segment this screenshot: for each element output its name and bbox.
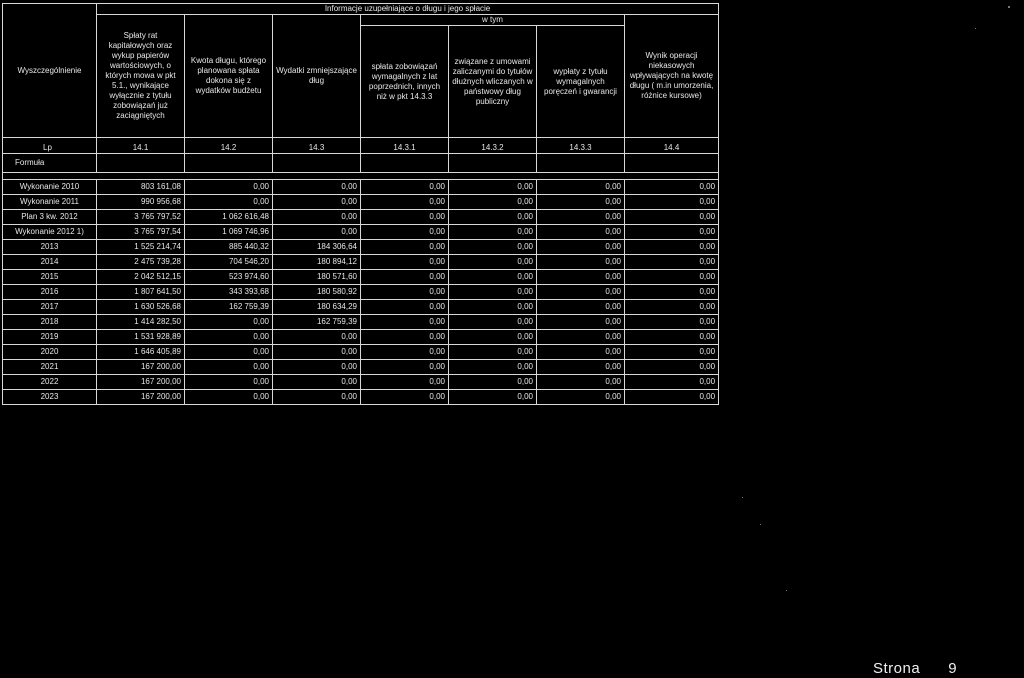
value-cell: 2 042 512,15 bbox=[97, 270, 185, 285]
header-col-14-3-3: wypłaty z tytułu wymagalnych poręczeń i gwarancji bbox=[537, 26, 625, 138]
header-col-14-3-2: związane z umowami zaliczanymi do tytułów dłużnych wliczanych w państwowy dług publiczny bbox=[449, 26, 537, 138]
formula-cell bbox=[185, 154, 273, 173]
value-cell: 0,00 bbox=[537, 195, 625, 210]
value-cell: 0,00 bbox=[185, 390, 273, 405]
row-label: 2018 bbox=[3, 315, 97, 330]
value-cell: 0,00 bbox=[361, 345, 449, 360]
lp-row bbox=[3, 138, 719, 154]
value-cell: 0,00 bbox=[361, 255, 449, 270]
value-cell: 0,00 bbox=[537, 210, 625, 225]
value-cell: 0,00 bbox=[185, 195, 273, 210]
table-row bbox=[3, 255, 719, 270]
table-row bbox=[3, 390, 719, 405]
value-cell: 0,00 bbox=[361, 390, 449, 405]
table-row bbox=[3, 330, 719, 345]
value-cell: 0,00 bbox=[537, 360, 625, 375]
value-cell: 0,00 bbox=[449, 240, 537, 255]
value-cell: 0,00 bbox=[625, 240, 719, 255]
page-number: 9 bbox=[948, 660, 958, 677]
value-cell: 0,00 bbox=[361, 285, 449, 300]
row-label: 2021 bbox=[3, 360, 97, 375]
table-row bbox=[3, 210, 719, 225]
value-cell: 0,00 bbox=[537, 285, 625, 300]
debt-table bbox=[2, 3, 719, 405]
value-cell: 704 546,20 bbox=[185, 255, 273, 270]
row-label: 2022 bbox=[3, 375, 97, 390]
header-col-14-3: Wydatki zmniejszające dług bbox=[273, 15, 361, 138]
value-cell: 0,00 bbox=[537, 300, 625, 315]
row-label: 2016 bbox=[3, 285, 97, 300]
value-cell: 2 475 739,28 bbox=[97, 255, 185, 270]
value-cell: 1 414 282,50 bbox=[97, 315, 185, 330]
value-cell: 0,00 bbox=[625, 390, 719, 405]
value-cell: 0,00 bbox=[625, 225, 719, 240]
formula-cell bbox=[449, 154, 537, 173]
formula-cell bbox=[537, 154, 625, 173]
formula-cell bbox=[97, 154, 185, 173]
value-cell: 0,00 bbox=[273, 210, 361, 225]
header-col-14-2: Kwota długu, którego planowana spłata dokona się z wydatków budżetu bbox=[185, 15, 273, 138]
value-cell: 0,00 bbox=[361, 375, 449, 390]
table-row bbox=[3, 225, 719, 240]
row-label: Wykonanie 2011 bbox=[3, 195, 97, 210]
table-row bbox=[3, 195, 719, 210]
row-label: 2020 bbox=[3, 345, 97, 360]
row-label: 2017 bbox=[3, 300, 97, 315]
row-label: Wykonanie 2012 1) bbox=[3, 225, 97, 240]
formula-cell bbox=[273, 154, 361, 173]
header-w-tym: w tym bbox=[361, 15, 625, 26]
value-cell: 0,00 bbox=[625, 375, 719, 390]
value-cell: 0,00 bbox=[273, 180, 361, 195]
table-row bbox=[3, 180, 719, 195]
value-cell: 180 634,29 bbox=[273, 300, 361, 315]
value-cell: 0,00 bbox=[625, 285, 719, 300]
header-col-14-3-1: spłata zobowiązań wymagalnych z lat poprzednich, innych niż w pkt 14.3.3 bbox=[361, 26, 449, 138]
table-row bbox=[3, 360, 719, 375]
lp-value: 14.3.3 bbox=[537, 138, 625, 154]
value-cell: 180 571,60 bbox=[273, 270, 361, 285]
value-cell: 0,00 bbox=[361, 315, 449, 330]
value-cell: 0,00 bbox=[361, 210, 449, 225]
value-cell: 0,00 bbox=[537, 390, 625, 405]
header-wyszczegolnienie: Wyszczególnienie bbox=[3, 4, 97, 138]
table-row bbox=[3, 270, 719, 285]
value-cell: 0,00 bbox=[361, 180, 449, 195]
scan-speck bbox=[786, 590, 787, 591]
gap-row bbox=[3, 173, 719, 180]
table-row bbox=[3, 315, 719, 330]
value-cell: 0,00 bbox=[185, 360, 273, 375]
value-cell: 1 062 616,48 bbox=[185, 210, 273, 225]
value-cell: 0,00 bbox=[537, 345, 625, 360]
formula-row bbox=[3, 154, 719, 173]
value-cell: 0,00 bbox=[185, 315, 273, 330]
value-cell: 0,00 bbox=[625, 270, 719, 285]
value-cell: 0,00 bbox=[625, 255, 719, 270]
value-cell: 0,00 bbox=[361, 300, 449, 315]
value-cell: 0,00 bbox=[273, 330, 361, 345]
value-cell: 0,00 bbox=[625, 180, 719, 195]
value-cell: 0,00 bbox=[449, 330, 537, 345]
value-cell: 0,00 bbox=[537, 225, 625, 240]
lp-value: 14.2 bbox=[185, 138, 273, 154]
value-cell: 0,00 bbox=[449, 210, 537, 225]
value-cell: 162 759,39 bbox=[185, 300, 273, 315]
lp-value: 14.4 bbox=[625, 138, 719, 154]
value-cell: 523 974,60 bbox=[185, 270, 273, 285]
value-cell: 0,00 bbox=[185, 375, 273, 390]
table-row bbox=[3, 285, 719, 300]
value-cell: 0,00 bbox=[449, 300, 537, 315]
value-cell: 0,00 bbox=[537, 270, 625, 285]
value-cell: 1 807 641,50 bbox=[97, 285, 185, 300]
row-label: 2015 bbox=[3, 270, 97, 285]
value-cell: 3 765 797,54 bbox=[97, 225, 185, 240]
row-label: Plan 3 kw. 2012 bbox=[3, 210, 97, 225]
value-cell: 0,00 bbox=[273, 375, 361, 390]
value-cell: 0,00 bbox=[449, 180, 537, 195]
value-cell: 0,00 bbox=[537, 375, 625, 390]
value-cell: 0,00 bbox=[625, 315, 719, 330]
value-cell: 1 630 526,68 bbox=[97, 300, 185, 315]
scan-speck bbox=[975, 28, 976, 29]
value-cell: 162 759,39 bbox=[273, 315, 361, 330]
page-footer bbox=[873, 660, 957, 677]
table-row bbox=[3, 300, 719, 315]
formula-cell bbox=[361, 154, 449, 173]
value-cell: 0,00 bbox=[537, 330, 625, 345]
value-cell: 0,00 bbox=[625, 330, 719, 345]
value-cell: 0,00 bbox=[361, 330, 449, 345]
value-cell: 0,00 bbox=[361, 195, 449, 210]
row-label: 2019 bbox=[3, 330, 97, 345]
value-cell: 167 200,00 bbox=[97, 390, 185, 405]
value-cell: 0,00 bbox=[449, 315, 537, 330]
value-cell: 0,00 bbox=[273, 195, 361, 210]
header-group-title: Informacje uzupełniające o długu i jego spłacie bbox=[97, 4, 719, 15]
value-cell: 0,00 bbox=[625, 300, 719, 315]
value-cell: 0,00 bbox=[625, 360, 719, 375]
value-cell: 0,00 bbox=[537, 240, 625, 255]
value-cell: 0,00 bbox=[185, 330, 273, 345]
value-cell: 0,00 bbox=[361, 225, 449, 240]
scan-speck bbox=[1008, 6, 1010, 8]
table-row bbox=[3, 375, 719, 390]
value-cell: 0,00 bbox=[361, 360, 449, 375]
value-cell: 0,00 bbox=[185, 345, 273, 360]
table-row bbox=[3, 345, 719, 360]
formula-cell bbox=[625, 154, 719, 173]
header-col-14-4: Wynik operacji niekasowych wpływających na kwotę długu ( m.in umorzenia, różnice kursowe) bbox=[625, 15, 719, 138]
value-cell: 0,00 bbox=[537, 180, 625, 195]
value-cell: 0,00 bbox=[273, 390, 361, 405]
lp-value: 14.3.2 bbox=[449, 138, 537, 154]
value-cell: 180 580,92 bbox=[273, 285, 361, 300]
value-cell: 0,00 bbox=[625, 345, 719, 360]
value-cell: 0,00 bbox=[449, 390, 537, 405]
value-cell: 167 200,00 bbox=[97, 375, 185, 390]
value-cell: 0,00 bbox=[537, 315, 625, 330]
value-cell: 0,00 bbox=[273, 345, 361, 360]
gap-cell bbox=[3, 173, 719, 180]
scan-speck bbox=[760, 524, 761, 525]
value-cell: 990 956,68 bbox=[97, 195, 185, 210]
value-cell: 0,00 bbox=[449, 255, 537, 270]
value-cell: 0,00 bbox=[449, 285, 537, 300]
value-cell: 885 440,32 bbox=[185, 240, 273, 255]
value-cell: 0,00 bbox=[537, 255, 625, 270]
value-cell: 0,00 bbox=[273, 225, 361, 240]
value-cell: 0,00 bbox=[625, 195, 719, 210]
lp-value: 14.3.1 bbox=[361, 138, 449, 154]
value-cell: 0,00 bbox=[449, 225, 537, 240]
value-cell: 0,00 bbox=[185, 180, 273, 195]
row-label: Wykonanie 2010 bbox=[3, 180, 97, 195]
lp-value: 14.3 bbox=[273, 138, 361, 154]
formula-label: Formuła bbox=[3, 154, 97, 173]
value-cell: 0,00 bbox=[361, 270, 449, 285]
row-label: 2013 bbox=[3, 240, 97, 255]
row-label: 2014 bbox=[3, 255, 97, 270]
value-cell: 167 200,00 bbox=[97, 360, 185, 375]
value-cell: 0,00 bbox=[449, 360, 537, 375]
value-cell: 180 894,12 bbox=[273, 255, 361, 270]
row-label: 2023 bbox=[3, 390, 97, 405]
scan-speck bbox=[742, 497, 743, 498]
header-col-14-1: Spłaty rat kapitałowych oraz wykup papierów wartościowych, o których mowa w pkt 5.1., wynikające wyłącznie z tytułu zobowiązań już zaciągniętych bbox=[97, 15, 185, 138]
lp-value: 14.1 bbox=[97, 138, 185, 154]
value-cell: 184 306,64 bbox=[273, 240, 361, 255]
value-cell: 1 646 405,89 bbox=[97, 345, 185, 360]
value-cell: 803 161,08 bbox=[97, 180, 185, 195]
value-cell: 343 393,68 bbox=[185, 285, 273, 300]
table-row bbox=[3, 240, 719, 255]
value-cell: 0,00 bbox=[273, 360, 361, 375]
value-cell: 1 531 928,89 bbox=[97, 330, 185, 345]
value-cell: 0,00 bbox=[449, 195, 537, 210]
lp-label: Lp bbox=[3, 138, 97, 154]
value-cell: 0,00 bbox=[449, 345, 537, 360]
value-cell: 1 069 746,96 bbox=[185, 225, 273, 240]
value-cell: 1 525 214,74 bbox=[97, 240, 185, 255]
value-cell: 0,00 bbox=[449, 375, 537, 390]
page-label: Strona bbox=[873, 660, 921, 677]
value-cell: 0,00 bbox=[625, 210, 719, 225]
value-cell: 3 765 797,52 bbox=[97, 210, 185, 225]
value-cell: 0,00 bbox=[449, 270, 537, 285]
value-cell: 0,00 bbox=[361, 240, 449, 255]
